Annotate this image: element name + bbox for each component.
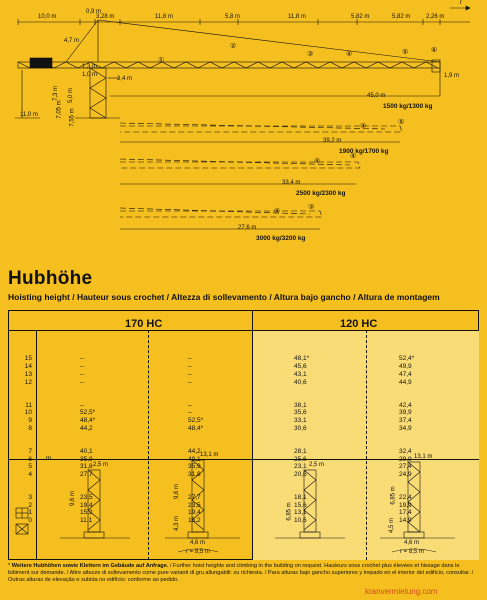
svg-text:⑤: ⑤: [398, 119, 405, 126]
svg-text:⑤: ⑤: [402, 49, 409, 56]
config-1-radius: 45,0 m: [367, 93, 386, 99]
svg-text:②: ②: [230, 43, 237, 50]
section-title: Hubhöhe: [8, 268, 93, 289]
tower-c-top: 2,5 m: [309, 462, 325, 468]
tower-b-top: 13,1 m: [200, 452, 219, 458]
tower-d-radius: r = 8,5 m: [400, 549, 424, 555]
svg-text:③: ③: [308, 204, 315, 211]
tower-b-base: 4,3 m: [174, 515, 181, 532]
dim-10m: 10,0 m: [38, 14, 57, 20]
svg-text:④: ④: [360, 123, 367, 130]
tower-b-radius: r = 8,5 m: [186, 549, 210, 555]
svg-text:④: ④: [350, 153, 357, 160]
tower-d-base: 4,5 m: [389, 517, 396, 534]
col-170hc-a: – – – – – 52,5* 48,4* 44,2 40,1 35,9 31,8 27,7 23,5 19,4 15,2 11,1: [80, 355, 96, 525]
svg-text:③: ③: [307, 51, 314, 58]
config-2-radius: 39,2 m: [323, 138, 342, 144]
col-120hc-b: 52,4* 49,9 47,4 44,9 42,4 39,9 37,4 34,9 32,4 29,9 27,4 24,9 22,4 19,9 17,4 14,9: [399, 355, 415, 525]
dim-2-26m: 2,26 m: [426, 14, 445, 20]
svg-text:④: ④: [346, 51, 353, 58]
config-4-radius: 27,6 m: [238, 225, 257, 231]
tower-b-width: 4,6 m: [190, 540, 206, 546]
dim-ground: 11,0 m: [20, 112, 38, 118]
config-3-radius: 33,4 m: [282, 180, 301, 186]
dim-5-82m-b: 5,82 m: [392, 14, 411, 20]
dim-right-h: 1,9 m: [444, 73, 460, 79]
dim-5-82m-a: 5,82 m: [351, 14, 370, 20]
dim-tower-top: 4,7 m: [64, 38, 80, 44]
dim-v1: 7,3 m: [53, 85, 60, 102]
tower-d-h: 6,85 m: [390, 486, 397, 505]
config-2-capacity: 1900 kg/1700 kg: [339, 148, 389, 155]
config-1-capacity: 1500 kg/1300 kg: [383, 103, 433, 110]
dim-5-8m: 5,8 m: [225, 14, 241, 20]
tower-d-width: 4,6 m: [404, 540, 420, 546]
dim-v2: 7,05 m: [56, 100, 63, 119]
svg-text:④: ④: [274, 208, 281, 215]
tower-a-top: 2,5 m: [93, 462, 109, 468]
tower-a-h: 9,6 m: [70, 490, 77, 507]
col-170hc-b: – – – – – – 52,5* 48,4* 44,2 40,1 35,9 31,8 27,7 23,5 19,4 15,2: [188, 355, 204, 525]
svg-text:④: ④: [314, 158, 321, 165]
unit-label: m: [46, 455, 52, 462]
dim-base-ofs: 2,4 m: [117, 76, 133, 82]
dim-v4: 7,55 m: [69, 108, 76, 127]
dim-11-8m-b: 11,8 m: [288, 14, 306, 20]
config-4-capacity: 3000 kg/3200 kg: [256, 235, 306, 242]
dim-11-8m-a: 11,8 m: [155, 14, 173, 20]
dim-jib-h: 1,3 m: [82, 64, 98, 70]
svg-text:⑥: ⑥: [431, 47, 438, 54]
row-numbers: 15 14 13 12 11 10 9 8 7 6 5 4 3 2 1 0: [24, 355, 32, 525]
tower-d-top: 13,1 m: [414, 454, 433, 460]
tower-b-h: 9,6 m: [174, 483, 181, 500]
dim-base-w: 1,0 m: [82, 72, 98, 78]
dim-0-9m: 0,9 m: [86, 9, 102, 15]
section-subtitle: Hoisting height / Hauteur sous crochet / Altezza di sollevamento / Altura bajo gancho / Altura de montagem: [8, 292, 440, 302]
tower-c-h: 6,85 m: [286, 502, 293, 521]
dim-v3: 5,0 m: [68, 87, 75, 104]
col-120hc-a: 48,1* 45,6 43,1 40,6 38,1 35,6 33,1 30,6 28,1 25,6 23,1 20,6 18,1 15,6 13,1 10,6: [294, 355, 310, 525]
header-120hc: 120 HC: [340, 318, 378, 330]
dim-3-28m: 3,28 m: [96, 14, 115, 20]
config-3-capacity: 2500 kg/2300 kg: [296, 190, 346, 197]
radius-label: r: [460, 0, 462, 6]
header-170hc: 170 HC: [125, 318, 163, 330]
footnote: * Weitere Hubhöhen sowie Klettern im Gebäude auf Anfrage. / Further hoist heights and climbing in the building on request. Hauteurs sous crochet plus élevées et hissage dans le bâtiment sur demande. / Altre altezze di sollevamento come pure varianti di gru allungabili: su richiesta. / Para alturas bajo gancho superiores y trepado en el interior del edificio, consultar. / Outras alturas de elevação e subida no edifício: conforme ao pedido.: [8, 563, 474, 583]
watermark: kranvermietung.com: [365, 587, 438, 596]
svg-text:①: ①: [158, 57, 165, 64]
